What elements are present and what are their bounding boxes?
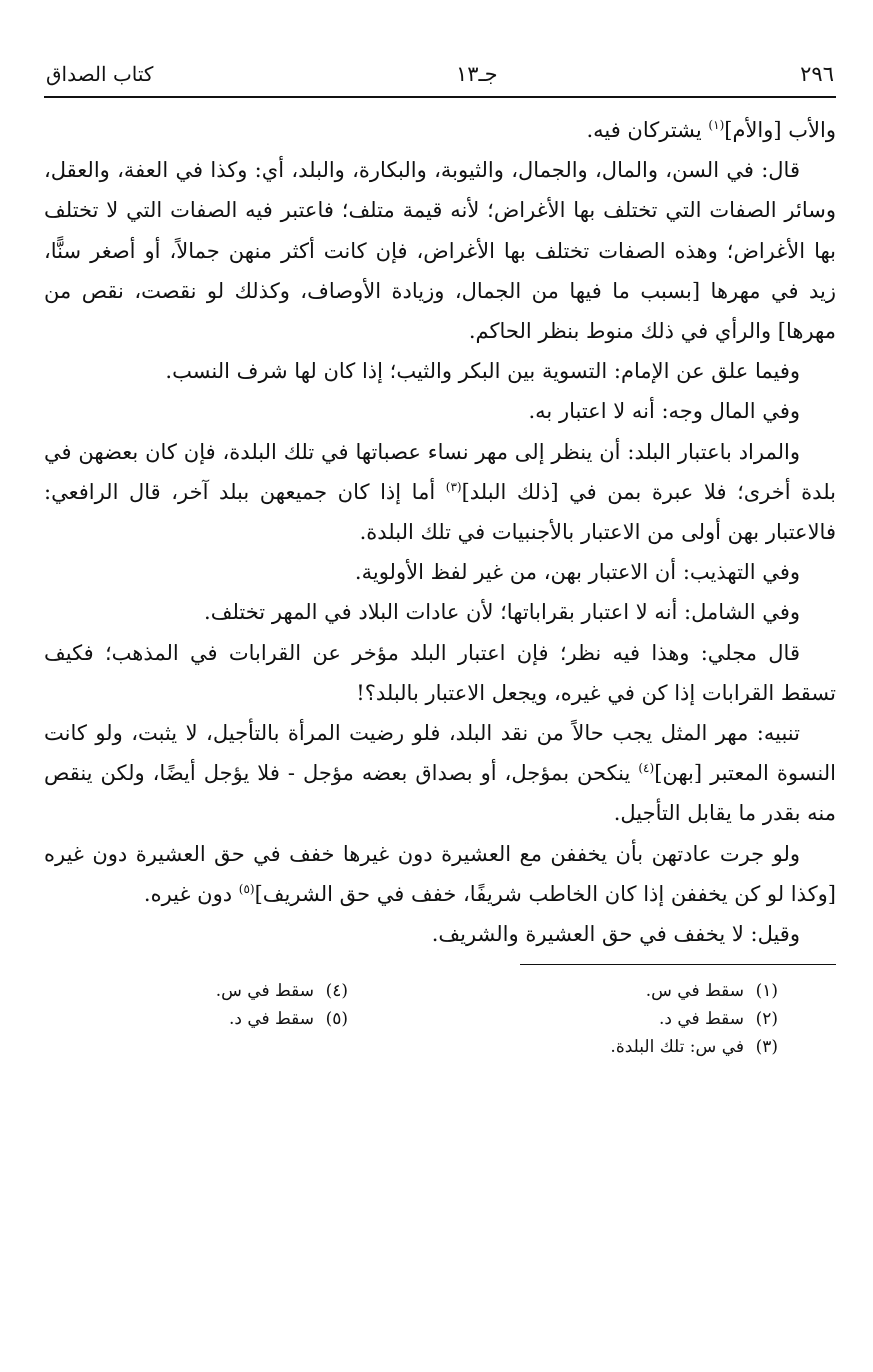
footnote-number: (١) bbox=[755, 981, 778, 1002]
footnote-item bbox=[440, 1005, 778, 1033]
paragraph-text: والمراد باعتبار البلد: أن ينظر إلى مهر نساء عصباتها في تلك البلدة، فإن كان بعضهن في بلدة أخرى؛ فلا عبرة بمن في [ذلك البلد] bbox=[44, 439, 836, 504]
paragraph-text: دون غيره. bbox=[143, 881, 239, 906]
paragraph-text: يشتركان فيه. bbox=[586, 118, 709, 142]
footnote-item bbox=[44, 1005, 348, 1033]
footnote-item bbox=[44, 977, 348, 1005]
paragraph-text: والأب [والأم] bbox=[724, 118, 836, 142]
paragraph-text: ولو جرت عادتهن بأن يخففن مع العشيرة دون غيرها خفف في حق العشيرة دون غيره [وكذا لو كن يخففن إذا كان الخاطب شريفًا، خفف في حق الشريف] bbox=[44, 841, 836, 906]
paragraph bbox=[44, 110, 836, 150]
footnote-item bbox=[440, 1033, 778, 1061]
footnote-column-right bbox=[440, 977, 836, 1061]
paragraph bbox=[44, 834, 836, 914]
footnote-marker: (٣) bbox=[445, 479, 462, 494]
footnote-column-left bbox=[44, 977, 440, 1061]
paragraph: وفي التهذيب: أن الاعتبار بهن، من غير لفظ الأولوية. bbox=[354, 560, 800, 585]
footnote-marker: (٤) bbox=[638, 761, 655, 776]
running-header bbox=[44, 50, 836, 94]
paragraph: وفيما علق عن الإمام: التسوية بين البكر والثيب؛ إذا كان لها شرف النسب. bbox=[165, 359, 800, 384]
paragraph: وفي الشامل: أنه لا اعتبار بقراباتها؛ لأن عادات البلاد في المهر تختلف. bbox=[204, 600, 800, 625]
main-text bbox=[44, 110, 836, 954]
footnote-number: (٣) bbox=[755, 1037, 778, 1058]
book-title: كتاب الصداق bbox=[46, 62, 154, 86]
header-rule bbox=[44, 96, 836, 98]
footnote-item bbox=[440, 977, 778, 1005]
page-number: ٢٩٦ bbox=[800, 62, 834, 86]
volume-label: جـ١٣ bbox=[455, 62, 498, 86]
paragraph-text: أما إذا كان جميعهن ببلد آخر، قال الرافعي: فالاعتبار بهن أولى من الاعتبار بالأجنبيات في تلك البلدة. bbox=[44, 479, 836, 545]
paragraph: وقيل: لا يخفف في حق العشيرة والشريف. bbox=[431, 922, 800, 947]
paragraph: وفي المال وجه: أنه لا اعتبار به. bbox=[528, 399, 800, 424]
footnote-text: سقط في د. bbox=[658, 1009, 744, 1030]
paragraph-text: ينكحن بمؤجل، أو بصداق بعضه مؤجل - فلا يؤجل أيضًا، ولكن ينقص منه بقدر ما يقابل التأجيل. bbox=[44, 761, 836, 826]
paragraph bbox=[44, 713, 836, 834]
footnote-number: (٥) bbox=[325, 1009, 348, 1030]
footnote-number: (٤) bbox=[325, 981, 348, 1002]
footnotes bbox=[44, 977, 836, 1061]
paragraph: قال: في السن، والمال، والجمال، والثيوبة، والبكارة، والبلد، أي: وكذا في العفة، والعقل، وسائر الصفات التي تختلف بها الأغراض؛ لأنه قيمة متلف؛ فاعتبر فيه الصفات التي لا تختلف بها الأغراض؛ وهذه الصفات تختلف بها الأغراض، فإن كانت أكثر منهن جمالاً، أو أصغر سنًّا، زيد في مهرها [بسبب ما فيها من الجمال، وزيادة الأوصاف، وكذلك لو نقصت، نقص من مهرها] والرأي في ذلك منوط بنظر الحاكم. bbox=[44, 158, 836, 344]
footnote-marker: (١) bbox=[708, 118, 725, 132]
paragraph: قال مجلي: وهذا فيه نظر؛ فإن اعتبار البلد مؤخر عن القرابات في المذهب؛ فكيف تسقط القرابات إذا كن في غيره، ويجعل الاعتبار بالبلد؟! bbox=[44, 640, 836, 705]
book-page bbox=[44, 50, 836, 1061]
footnote-number: (٢) bbox=[755, 1009, 778, 1030]
footnote-text: سقط في س. bbox=[645, 981, 744, 1002]
footnote-text: سقط في س. bbox=[215, 981, 314, 1002]
footnote-text: في س: تلك البلدة. bbox=[610, 1037, 744, 1058]
footnote-marker: (٥) bbox=[238, 881, 255, 896]
paragraph-text: تنبيه: مهر المثل يجب حالاً من نقد البلد، فلو رضيت المرأة بالتأجيل، لا يثبت، ولو كانت النسوة المعتبر [بهن] bbox=[44, 721, 836, 786]
footnote-text: سقط في د. bbox=[228, 1009, 314, 1030]
paragraph bbox=[44, 432, 836, 553]
footnote-rule bbox=[520, 964, 836, 965]
